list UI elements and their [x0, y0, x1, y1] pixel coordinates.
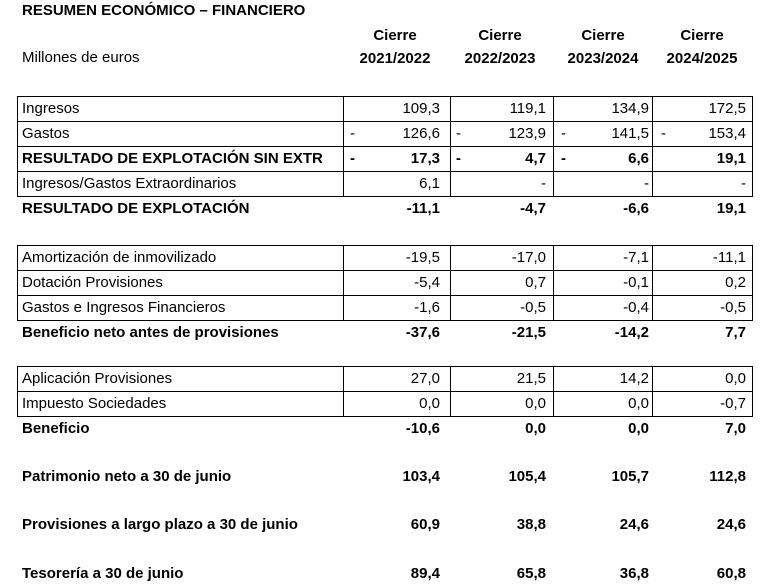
row-label: Ingresos/Gastos Extraordinarios — [22, 175, 237, 192]
row-label: Beneficio — [22, 420, 90, 437]
table-cell-value: -19,5 — [405, 249, 440, 266]
column-header-3-bottom: 2023/2024 — [567, 50, 639, 67]
table-cell-value: 0,0 — [628, 395, 649, 412]
row-label: Beneficio neto antes de provisiones — [22, 324, 279, 341]
row-label: Gastos e Ingresos Financieros — [22, 299, 226, 316]
units-label: Millones de euros — [22, 49, 140, 66]
row-label: Provisiones a largo plazo a 30 de junio — [22, 516, 298, 533]
negative-dash: - — [561, 125, 566, 142]
grid-line-v — [343, 366, 344, 417]
grid-line-h — [17, 146, 753, 147]
grid-line-v — [752, 366, 753, 417]
table-cell-value: -14,2 — [614, 324, 649, 341]
table-cell-value: 6,6 — [628, 150, 649, 167]
grid-line-h — [17, 320, 753, 321]
table-cell-value: 21,5 — [516, 370, 546, 387]
negative-dash: - — [350, 125, 355, 142]
table-cell-value: 24,6 — [619, 516, 649, 533]
table-cell-value: 24,6 — [716, 516, 746, 533]
table-cell-value: 0,0 — [725, 370, 746, 387]
column-header-4-top: Cierre — [680, 27, 724, 44]
table-cell-value: -0,5 — [520, 299, 546, 316]
table-cell-value: 14,2 — [619, 370, 649, 387]
table-cell-value: 153,4 — [708, 125, 746, 142]
table-cell-value: -21,5 — [511, 324, 546, 341]
table-cell-value: 112,8 — [709, 468, 746, 485]
row-label: Impuesto Sociedades — [22, 395, 167, 412]
row-label: RESULTADO DE EXPLOTACIÓN — [22, 200, 250, 217]
table-cell-value: 65,8 — [516, 565, 546, 582]
table-cell-value: -7,1 — [623, 249, 649, 266]
table-cell-value: 89,4 — [410, 565, 440, 582]
column-header-4-bottom: 2024/2025 — [666, 50, 738, 67]
table-cell-value: -0,7 — [720, 395, 746, 412]
grid-line-h — [17, 121, 753, 122]
table-cell-value: 105,4 — [508, 468, 546, 485]
table-cell-value: - — [541, 175, 546, 192]
negative-dash: - — [661, 125, 666, 142]
table-cell-value: - — [741, 175, 746, 192]
table-cell-value: - — [644, 175, 649, 192]
negative-dash: - — [456, 150, 461, 167]
column-header-1-top: Cierre — [373, 27, 417, 44]
table-cell-value: -37,6 — [405, 324, 440, 341]
table-cell-value: 0,0 — [525, 420, 546, 437]
grid-line-h — [17, 245, 753, 246]
table-cell-value: 0,0 — [628, 420, 649, 437]
table-cell-value: 105,7 — [611, 468, 649, 485]
table-cell-value: 0,0 — [525, 395, 546, 412]
table-cell-value: 134,9 — [611, 100, 649, 117]
table-cell-value: 119,1 — [509, 100, 546, 117]
grid-line-v — [652, 96, 653, 197]
table-cell-value: 0,7 — [525, 274, 546, 291]
table-cell-value: -0,5 — [720, 299, 746, 316]
table-cell-value: 172,5 — [708, 100, 746, 117]
table-cell-value: -5,4 — [414, 274, 440, 291]
table-cell-value: 17,3 — [410, 150, 440, 167]
row-label: Dotación Provisiones — [22, 274, 163, 291]
grid-line-v — [17, 366, 18, 417]
negative-dash: - — [561, 150, 566, 167]
grid-line-v — [553, 96, 554, 197]
table-cell-value: 38,8 — [516, 516, 546, 533]
table-cell-value: 27,0 — [410, 370, 440, 387]
table-cell-value: 126,6 — [402, 125, 440, 142]
table-cell-value: 141,5 — [611, 125, 649, 142]
table-cell-value: -10,6 — [405, 420, 440, 437]
row-label: RESULTADO DE EXPLOTACIÓN SIN EXTR — [22, 150, 323, 167]
column-header-3-top: Cierre — [581, 27, 625, 44]
row-label: Amortización de inmovilizado — [22, 249, 217, 266]
grid-line-v — [752, 96, 753, 197]
negative-dash: - — [456, 125, 461, 142]
table-cell-value: -6,6 — [623, 200, 649, 217]
table-cell-value: -11,1 — [406, 200, 440, 217]
table-cell-value: -0,1 — [623, 274, 649, 291]
grid-line-v — [17, 245, 18, 321]
negative-dash: - — [350, 150, 355, 167]
row-label: Patrimonio neto a 30 de junio — [22, 468, 232, 485]
table-cell-value: 60,9 — [410, 516, 440, 533]
table-cell-value: 4,7 — [525, 150, 546, 167]
grid-line-h — [17, 366, 753, 367]
grid-line-h — [17, 196, 753, 197]
grid-line-v — [343, 96, 344, 197]
grid-line-v — [450, 96, 451, 197]
grid-line-v — [553, 245, 554, 321]
table-cell-value: 6,1 — [419, 175, 440, 192]
table-cell-value: -11,1 — [712, 249, 746, 266]
grid-line-v — [652, 366, 653, 417]
table-cell-value: 123,9 — [508, 125, 546, 142]
grid-line-h — [17, 295, 753, 296]
row-label: Tesorería a 30 de junio — [22, 565, 184, 582]
grid-line-v — [553, 366, 554, 417]
table-cell-value: 109,3 — [402, 100, 440, 117]
grid-line-v — [17, 96, 18, 197]
table-cell-value: 19,1 — [716, 150, 746, 167]
table-cell-value: -17,0 — [511, 249, 546, 266]
table-cell-value: -1,6 — [414, 299, 440, 316]
row-label: Ingresos — [22, 100, 80, 117]
grid-line-h — [17, 270, 753, 271]
grid-line-h — [17, 171, 753, 172]
table-cell-value: 19,1 — [716, 200, 746, 217]
grid-line-v — [343, 245, 344, 321]
table-cell-value: -4,7 — [520, 200, 546, 217]
grid-line-h — [17, 96, 753, 97]
row-label: Aplicación Provisiones — [22, 370, 173, 387]
column-header-1-bottom: 2021/2022 — [359, 50, 431, 67]
table-cell-value: 60,8 — [716, 565, 746, 582]
grid-line-v — [652, 245, 653, 321]
table-cell-value: 36,8 — [619, 565, 649, 582]
table-cell-value: 0,2 — [725, 274, 746, 291]
column-header-2-top: Cierre — [478, 27, 522, 44]
row-label: Gastos — [22, 125, 70, 142]
table-cell-value: 103,4 — [402, 468, 440, 485]
table-cell-value: 7,7 — [725, 324, 746, 341]
grid-line-h — [17, 391, 753, 392]
grid-line-v — [450, 245, 451, 321]
grid-line-v — [752, 245, 753, 321]
column-header-2-bottom: 2022/2023 — [464, 50, 536, 67]
table-cell-value: 0,0 — [419, 395, 440, 412]
table-cell-value: 7,0 — [725, 420, 746, 437]
grid-line-h — [17, 416, 753, 417]
grid-line-v — [450, 366, 451, 417]
report-title: RESUMEN ECONÓMICO – FINANCIERO — [22, 2, 306, 19]
table-cell-value: -0,4 — [623, 299, 649, 316]
